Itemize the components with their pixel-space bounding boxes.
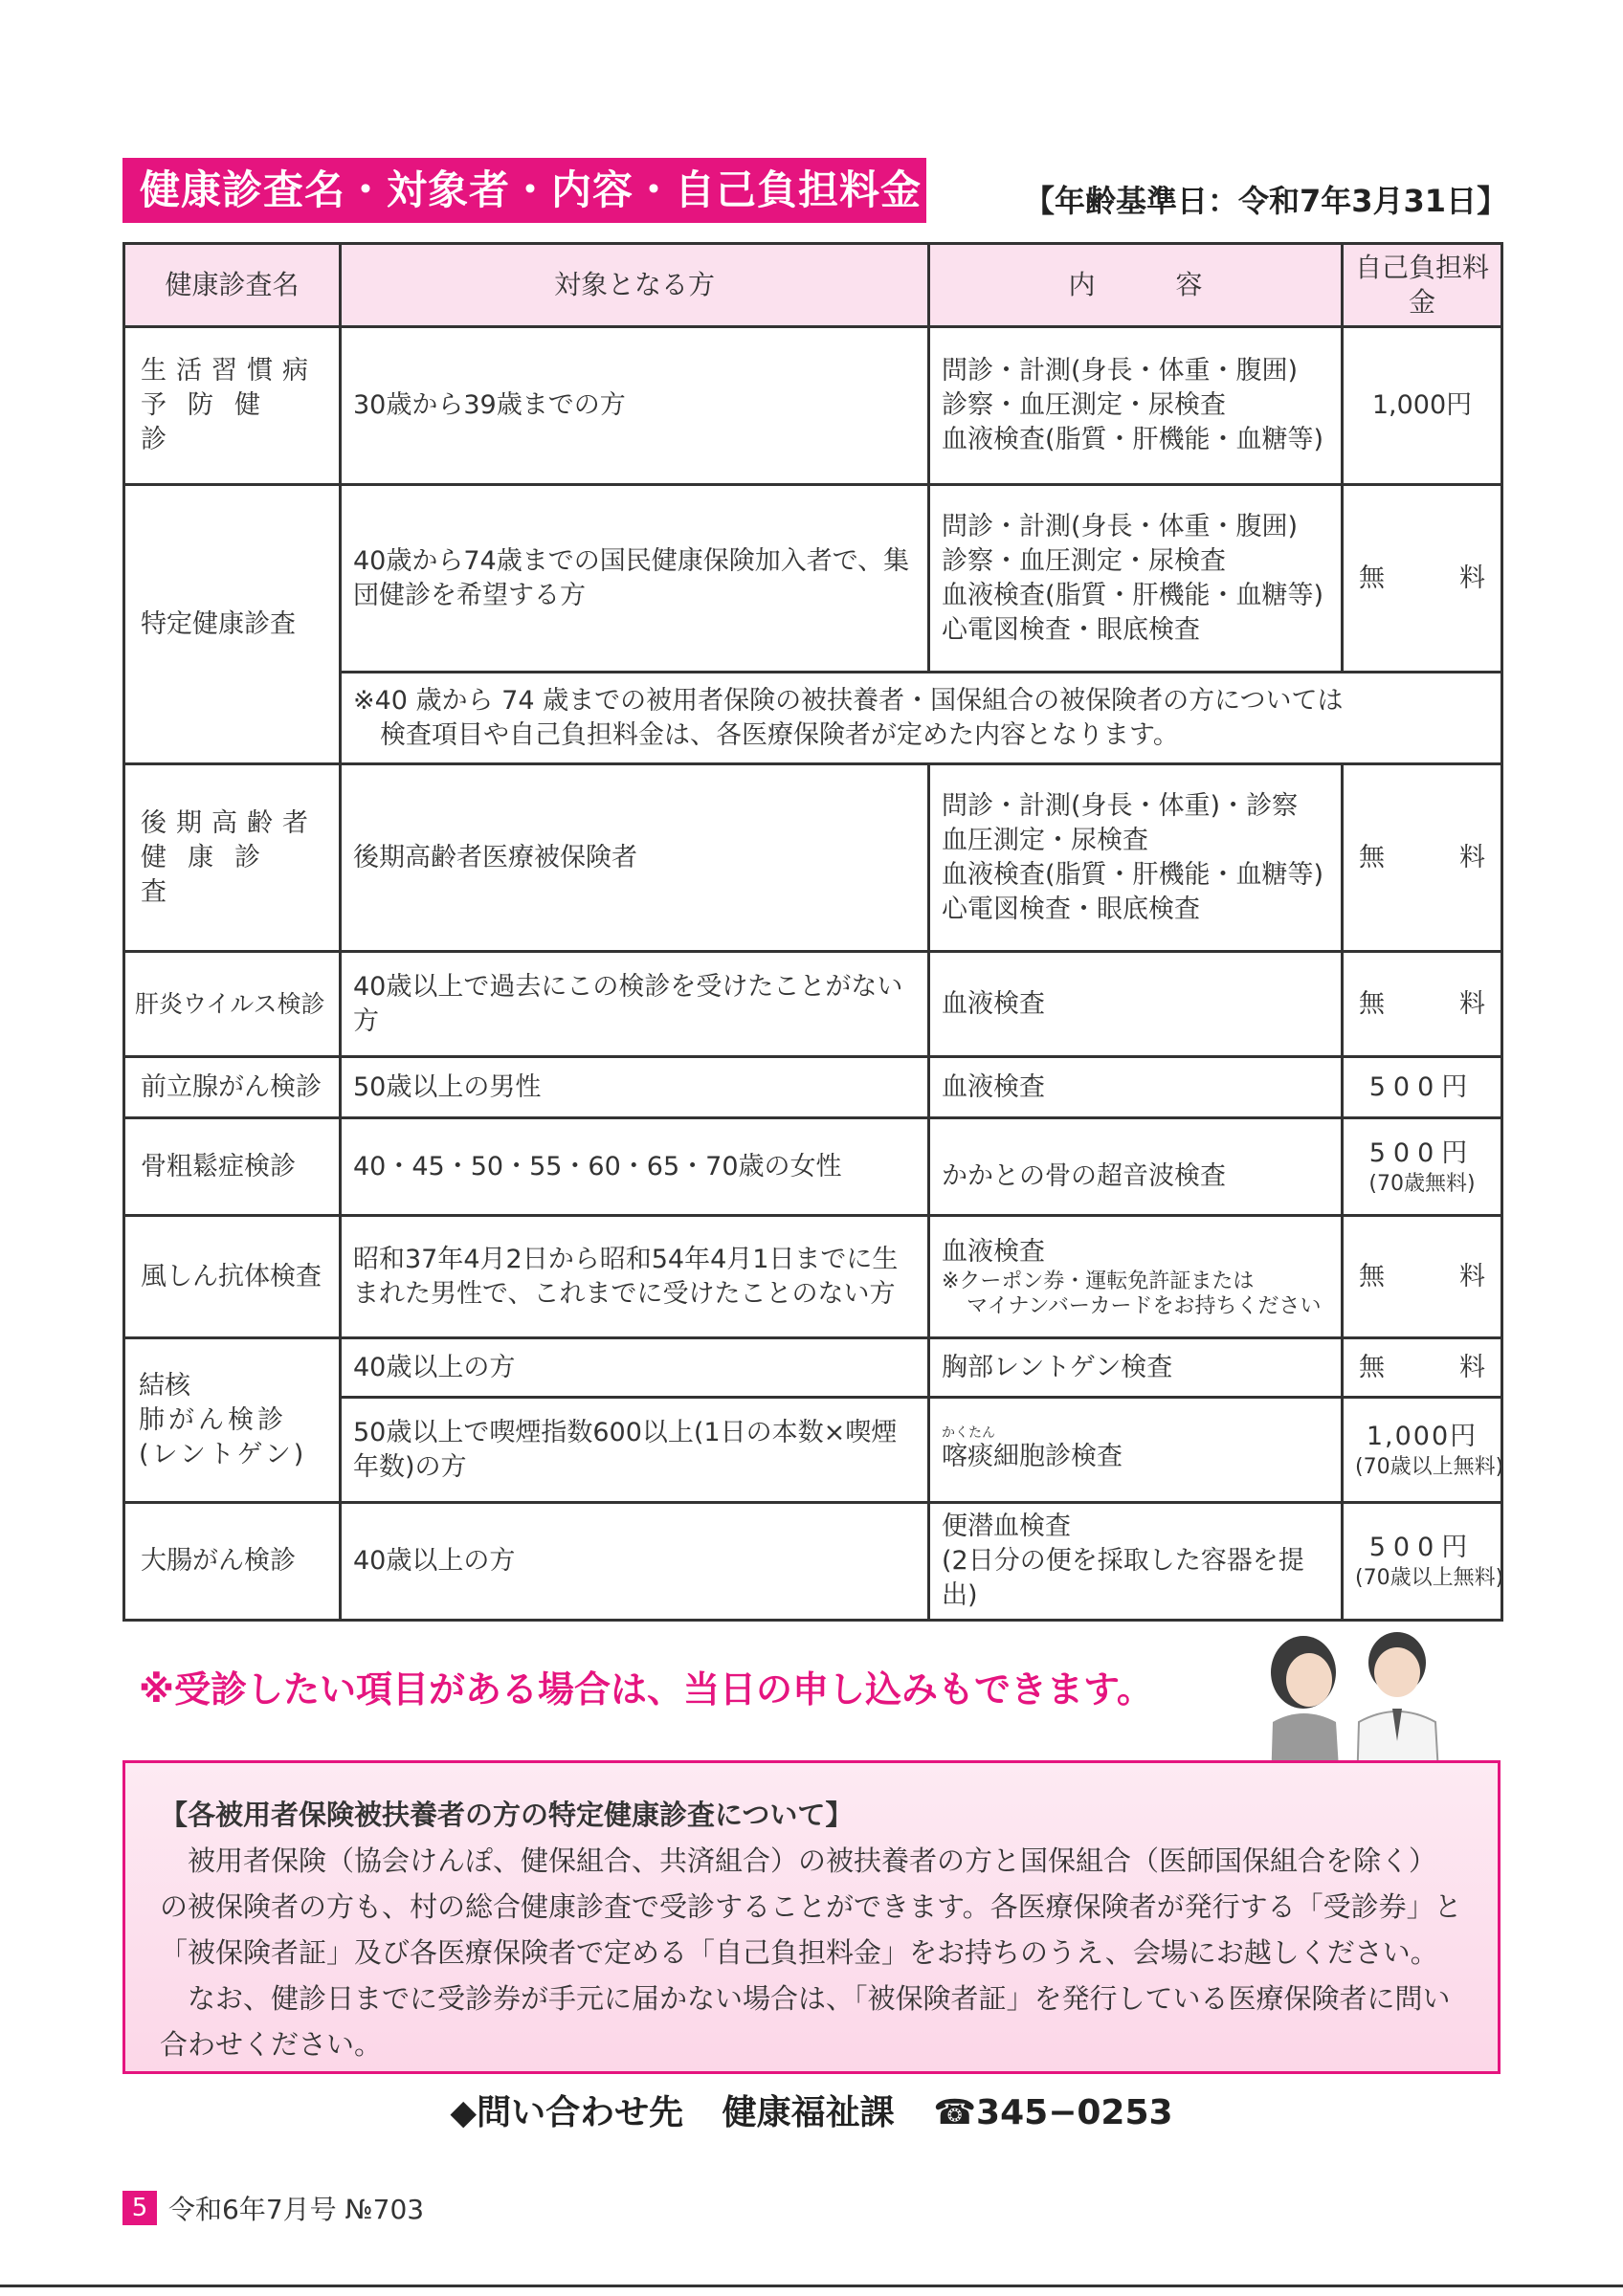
header-checkup-name: 健康診査名	[124, 244, 341, 327]
header-fee: 自己負担料金	[1343, 244, 1502, 327]
target-cell: 30歳から39歳までの方	[341, 327, 929, 485]
content-cell: 問診・計測(身長・体重・腹囲) 診察・血圧測定・尿検査 血液検査(脂質・肝機能・血糖等) 心電図検査・眼底検査	[929, 485, 1343, 673]
table-row	[124, 1216, 1502, 1338]
content-cell: かかとの骨の超音波検査	[929, 1118, 1343, 1216]
fee-cell: 無 料	[1343, 764, 1502, 952]
page-number: 5	[122, 2191, 157, 2225]
fee-cell: 無 料	[1343, 485, 1502, 673]
target-cell: 40歳から74歳までの国民健康保険加入者で、集団健診を希望する方	[341, 485, 929, 673]
contact-info	[0, 2086, 1623, 2134]
contact-phone: ☎345−0253	[933, 2093, 1173, 2132]
target-cell: 50歳以上で喫煙指数600以上(1日の本数×喫煙年数)の方	[341, 1398, 929, 1503]
page-footer	[122, 2191, 424, 2225]
checkup-name: 結核 肺がん検診 (レントゲン)	[124, 1338, 341, 1503]
header-content: 内 容	[929, 244, 1343, 327]
target-cell: 50歳以上の男性	[341, 1057, 929, 1118]
content-cell: 便潜血検査 (2日分の便を採取した容器を提出)	[929, 1503, 1343, 1621]
checkup-name: 骨粗鬆症検診	[124, 1118, 341, 1216]
content-cell: 血液検査	[929, 1057, 1343, 1118]
issue-label: 令和6年7月号 №703	[168, 2194, 425, 2225]
content-cell: 血液検査	[929, 952, 1343, 1057]
table-row	[124, 1338, 1502, 1398]
content-cell: 問診・計測(身長・体重・腹囲) 診察・血圧測定・尿検査 血液検査(脂質・肝機能・血糖等)	[929, 327, 1343, 485]
bottom-divider	[0, 2285, 1623, 2287]
specific-checkup-notice: ※40 歳から 74 歳までの被用者保険の被扶養者・国保組合の被保険者の方については 検査項目や自己負担料金は、各医療保険者が定めた内容となります。	[341, 673, 1502, 764]
target-cell: 40歳以上で過去にこの検診を受けたことがない方	[341, 952, 929, 1057]
page-title: 健康診査名・対象者・内容・自己負担料金	[122, 158, 926, 223]
same-day-application-note: ※受診したい項目がある場合は、当日の申し込みもできます。	[139, 1668, 1153, 1711]
checkup-table	[122, 242, 1503, 1622]
content-cell: 血液検査 ※クーポン券・運転免許証または マイナンバーカードをお持ちください	[929, 1216, 1343, 1338]
target-cell: 昭和37年4月2日から昭和54年4月1日までに生まれた男性で、これまでに受けたことのない方	[341, 1216, 929, 1338]
fee-cell: 無 料	[1343, 952, 1502, 1057]
table-row	[124, 1057, 1502, 1118]
fee-cell: 1,000円	[1343, 327, 1502, 485]
target-cell: 40歳以上の方	[341, 1338, 929, 1398]
fee-cell: 500円 (70歳無料)	[1343, 1118, 1502, 1216]
content-cell: かくたん 喀痰細胞診検査	[929, 1398, 1343, 1503]
checkup-name: 大腸がん検診	[124, 1503, 341, 1621]
fee-cell: 1,000円 (70歳以上無料)	[1343, 1398, 1502, 1503]
target-cell: 40歳以上の方	[341, 1503, 929, 1621]
table-row	[124, 1503, 1502, 1621]
contact-label: ◆問い合わせ先	[450, 2093, 684, 2132]
checkup-name: 前立腺がん検診	[124, 1057, 341, 1118]
info-box-paragraph: 被用者保険（協会けんぽ、健保組合、共済組合）の被扶養者の方と国保組合（医師国保組合を除く）の被保険者の方も、村の総合健康診査で受診することができます。各医療保険者が発行する「受診券」と「被保険者証」及び各医療保険者で定める「自己負担料金」をお持ちのうえ、会場にお越しください。	[160, 1844, 1462, 1969]
checkup-name: 特定健康診査	[124, 485, 341, 764]
checkup-name: 風しん抗体検査	[124, 1216, 341, 1338]
content-cell: 問診・計測(身長・体重)・診察 血圧測定・尿検査 血液検査(脂質・肝機能・血糖等) 心電図検査・眼底検査	[929, 764, 1343, 952]
target-cell: 後期高齢者医療被保険者	[341, 764, 929, 952]
info-box-title: 【各被用者保険被扶養者の方の特定健康診査について】	[160, 1799, 854, 1831]
checkup-name: 後期高齢者 健康診査	[124, 764, 341, 952]
target-cell: 40・45・50・55・60・65・70歳の女性	[341, 1118, 929, 1216]
dependent-checkup-info-box	[122, 1760, 1501, 2074]
fee-cell: 500円 (70歳以上無料)	[1343, 1503, 1502, 1621]
checkup-name: 肝炎ウイルス検診	[124, 952, 341, 1057]
fee-cell: 無 料	[1343, 1216, 1502, 1338]
table-header-row	[124, 244, 1502, 327]
table-row	[124, 327, 1502, 485]
table-row	[124, 764, 1502, 952]
table-row	[124, 1118, 1502, 1216]
table-row	[124, 952, 1502, 1057]
content-cell: 胸部レントゲン検査	[929, 1338, 1343, 1398]
contact-department: 健康福祉課	[722, 2093, 895, 2132]
fee-cell: 500円	[1343, 1057, 1502, 1118]
table-row	[124, 485, 1502, 673]
fee-cell: 無 料	[1343, 1338, 1502, 1398]
age-reference-date: 【年齢基準日：令和7年3月31日】	[1024, 183, 1508, 219]
info-box-paragraph: なお、健診日までに受診券が手元に届かない場合は、「被保険者証」を発行している医療保険者に問い合わせください。	[160, 1982, 1451, 2061]
checkup-name: 生活習慣病 予防健診	[124, 327, 341, 485]
header-target: 対象となる方	[341, 244, 929, 327]
